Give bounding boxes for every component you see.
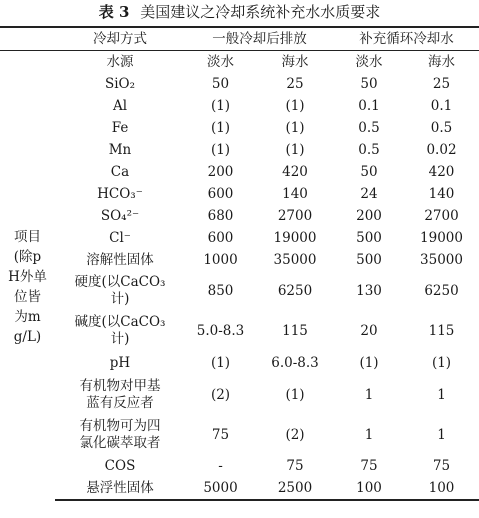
row-value: (1) xyxy=(285,386,305,403)
row-value: 0.5 xyxy=(430,119,453,136)
header-cooling-method: 冷却方式 xyxy=(55,27,185,51)
row-item: 溶解性固体 xyxy=(86,251,154,268)
table-row xyxy=(0,311,479,351)
row-item: SiO₂ xyxy=(104,75,136,92)
table-row xyxy=(0,73,479,95)
row-value: 35000 xyxy=(273,251,317,268)
row-value: 5000 xyxy=(185,477,256,500)
row-value: 1 xyxy=(364,386,374,403)
table-row xyxy=(0,117,479,139)
row-value: 500 xyxy=(356,251,382,268)
header-row-method xyxy=(0,27,479,51)
row-value: 2500 xyxy=(256,477,334,500)
row-value: 75 xyxy=(211,426,230,443)
row-value: 680 xyxy=(207,207,234,224)
row-value: (1) xyxy=(210,354,231,371)
row-item: 硬度(以CaCO₃计) xyxy=(74,274,166,307)
row-value: 200 xyxy=(207,163,234,180)
row-item: pH xyxy=(109,354,131,371)
row-item: 有机物对甲基蓝有反应者 xyxy=(79,378,161,411)
table-row xyxy=(0,477,479,500)
row-value: 600 xyxy=(207,229,234,246)
row-value: 1 xyxy=(364,426,374,443)
row-value: 100 xyxy=(334,477,404,500)
row-value: (1) xyxy=(285,97,305,114)
row-item: Ca xyxy=(110,163,130,180)
table-row xyxy=(0,271,479,311)
row-value: 2700 xyxy=(277,207,313,224)
table-row xyxy=(0,351,479,375)
row-value: 0.1 xyxy=(358,97,380,114)
row-value: 140 xyxy=(428,185,455,202)
table-row xyxy=(0,455,479,477)
row-item: 有机物可为四氯化碳萃取者 xyxy=(79,418,161,451)
table-row xyxy=(0,249,479,271)
row-value: 1 xyxy=(437,386,446,403)
row-value: 850 xyxy=(207,282,234,299)
row-item: Cl⁻ xyxy=(109,229,131,246)
row-value: (1) xyxy=(359,354,379,371)
row-value: 75 xyxy=(360,457,378,474)
row-value: 600 xyxy=(207,185,234,202)
row-item: SO₄²⁻ xyxy=(100,207,140,224)
row-value: 115 xyxy=(282,322,308,339)
row-value: - xyxy=(218,457,223,474)
header-source-2: 海水 xyxy=(281,53,309,70)
row-item: 悬浮性固体 xyxy=(55,477,185,500)
row-value: 6250 xyxy=(277,282,313,299)
table-row xyxy=(0,183,479,205)
table-row xyxy=(0,227,479,249)
row-value: 140 xyxy=(282,185,308,202)
row-value: 35000 xyxy=(420,251,463,268)
header-source-1: 淡水 xyxy=(207,53,234,70)
row-value: (1) xyxy=(210,141,231,158)
table-row xyxy=(0,139,479,161)
row-value: 25 xyxy=(432,75,451,92)
row-value: (2) xyxy=(210,386,231,403)
row-value: 420 xyxy=(282,163,308,180)
row-value: (2) xyxy=(285,426,305,443)
table-row xyxy=(0,415,479,455)
table-number: 表 3 xyxy=(98,3,130,21)
row-value: 115 xyxy=(428,322,455,339)
header-water-source: 水源 xyxy=(106,53,134,70)
row-value: 75 xyxy=(432,457,451,474)
row-value: (1) xyxy=(210,119,231,136)
row-value: 500 xyxy=(356,229,382,246)
row-value: 19000 xyxy=(273,229,317,246)
row-item: 碱度(以CaCO₃计) xyxy=(74,314,166,347)
row-value: 6250 xyxy=(424,282,459,299)
row-value: 19000 xyxy=(420,229,463,246)
row-item: COS xyxy=(104,457,136,474)
row-value: 100 xyxy=(404,477,479,500)
row-value: 6.0-8.3 xyxy=(271,354,319,371)
row-value: 2700 xyxy=(424,207,459,224)
table-row xyxy=(0,95,479,117)
row-item: Mn xyxy=(108,141,132,158)
table-body xyxy=(0,73,479,500)
row-value: 1 xyxy=(437,426,446,443)
header-row-source xyxy=(0,51,479,74)
row-value: 75 xyxy=(286,457,304,474)
row-item: Fe xyxy=(111,119,129,136)
row-value: (1) xyxy=(210,97,231,114)
row-value: 5.0-8.3 xyxy=(196,322,245,339)
row-value: 25 xyxy=(286,75,304,92)
row-value: (1) xyxy=(431,354,452,371)
row-value: 420 xyxy=(428,163,455,180)
row-value: 1000 xyxy=(203,251,238,268)
row-value: 50 xyxy=(211,75,230,92)
row-value: 24 xyxy=(360,185,378,202)
table-row xyxy=(0,161,479,183)
header-source-3: 淡水 xyxy=(355,53,383,70)
row-value: (1) xyxy=(285,141,305,158)
row-value: 0.5 xyxy=(358,119,380,136)
row-item: Al xyxy=(112,97,128,114)
table-caption: 美国建议之冷却系统补充水水质要求 xyxy=(140,3,381,21)
row-value: 0.5 xyxy=(358,141,380,158)
table-row xyxy=(0,205,479,227)
header-once-through: 一般冷却后排放 xyxy=(185,27,334,51)
row-value: 200 xyxy=(356,207,382,224)
table-title xyxy=(0,0,479,26)
row-value: (1) xyxy=(285,119,305,136)
row-value: 50 xyxy=(360,75,378,92)
header-source-4: 海水 xyxy=(428,53,455,70)
row-value: 130 xyxy=(356,282,382,299)
row-value: 0.02 xyxy=(426,141,457,158)
water-quality-table xyxy=(0,26,479,501)
table-row xyxy=(0,375,479,415)
side-label: 项目(除pH外单位皆为mg/L) xyxy=(8,228,47,345)
row-value: 20 xyxy=(360,322,378,339)
row-value: 50 xyxy=(360,163,378,180)
row-value: 0.1 xyxy=(430,97,453,114)
row-item: HCO₃⁻ xyxy=(97,185,143,202)
header-recirculating: 补充循环冷却水 xyxy=(334,27,479,51)
